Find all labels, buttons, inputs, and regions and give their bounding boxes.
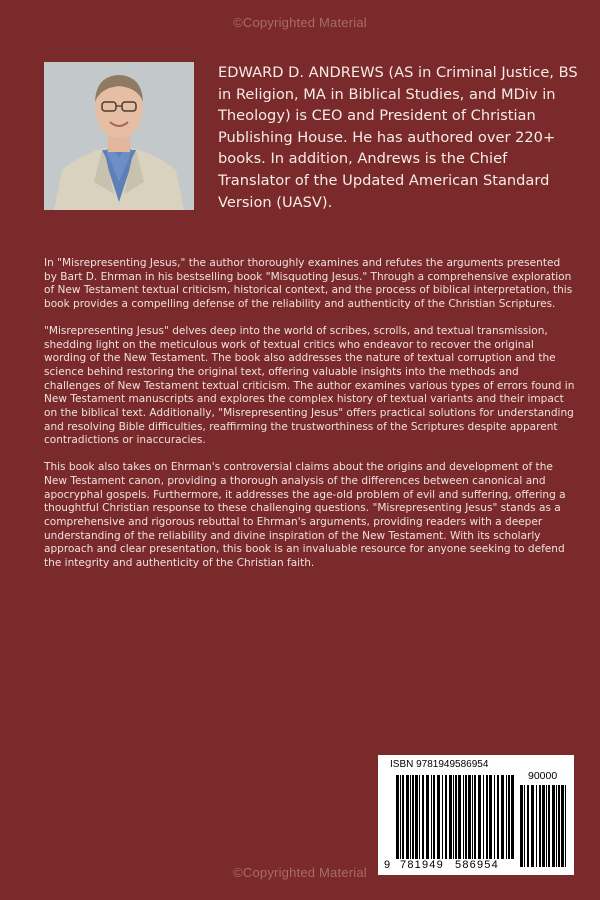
barcode-bar [552, 785, 555, 867]
barcode-bar [412, 775, 414, 859]
price-addon-code: 90000 [528, 770, 558, 782]
barcode-bar [472, 775, 473, 859]
barcode-bar [402, 775, 404, 859]
barcode-bar [410, 775, 411, 859]
book-description [44, 257, 576, 584]
barcode-bar [506, 775, 507, 859]
barcode-digit-lead: 9 [384, 859, 392, 871]
barcode-bar [445, 775, 447, 859]
barcode-bar [531, 785, 534, 867]
copyright-watermark-bottom: ©Copyrighted Material [233, 865, 367, 880]
barcode-bar [406, 775, 409, 859]
barcode-bar [546, 785, 547, 867]
barcode-bar [556, 785, 557, 867]
barcode-bar [458, 775, 461, 859]
barcode-bar [561, 785, 564, 867]
barcode-digits-right: 586954 [455, 859, 499, 871]
barcode-bar [497, 775, 499, 859]
barcode-bar [465, 775, 467, 859]
description-paragraph: This book also takes on Ehrman's controversial claims about the origins and development of the New Testament canon, providing a thorough analysis of the differences between canonical and apocryphal gospels. Furthermore, it addresses the age-old problem of evil and suffering, offering a thoughtful Christian response to these challenging questions. "Misrepresenting Jesus" stands as a comprehensive and rigorous rebuttal to Ehrman's arguments, providing readers with a deeper understanding of the reliability and divine inspiration of the New Testament. With its scholarly approach and clear presentation, this book is an invaluable resource for anyone seeking to defend the integrity and authenticity of the Christian faith. [44, 461, 566, 570]
isbn-label: ISBN 9781949586954 [390, 759, 489, 770]
barcode-bar [520, 785, 523, 867]
barcode-bar [442, 775, 443, 859]
barcode-bar [524, 785, 525, 867]
barcode-bar [453, 775, 454, 859]
barcode-bar [396, 775, 399, 859]
barcode-bar [431, 775, 432, 859]
barcode-bar [489, 775, 492, 859]
barcode-digits-left: 781949 [400, 859, 444, 871]
barcode-bar [415, 775, 418, 859]
description-paragraph: "Misrepresenting Jesus" delves deep into the world of scribes, scrolls, and textual transmission, shedding light on the meticulous work of textual critics who endeavor to recover the original wording of the New Testament. The book also addresses the nature of textual corruption and the science behind restoring the original text, offering valuable insights into the methods and challenges of New Testament textual criticism. The author examines various types of errors found in New Testament manuscripts and explores the complex history of textual variants and their impact on the biblical text. Additionally, "Misrepresenting Jesus" offers practical solutions for understanding and resolving Bible difficulties, reaffirming the trustworthiness of the Scriptures despite apparent contradictions or inaccuracies. [44, 324, 575, 447]
barcode-bar [419, 775, 420, 859]
isbn-barcode [378, 755, 574, 875]
barcode-bar [463, 775, 464, 859]
author-photo [44, 62, 194, 210]
barcode-bar [527, 785, 529, 867]
barcode-bar [511, 775, 514, 859]
description-paragraph: In "Misrepresenting Jesus," the author thoroughly examines and refutes the arguments presented by Bart D. Ehrman in his bestselling book "Misquoting Jesus." Through a comprehensive exploration of New Testament textual criticism, historical context, and the process of biblical interpretation, this book provides a compelling defense of the reliability and authenticity of the Christian Scriptures. [44, 257, 573, 311]
barcode-bar [433, 775, 435, 859]
barcode-bar [426, 775, 429, 859]
author-portrait-image [44, 62, 194, 210]
barcode-bar [474, 775, 476, 859]
barcode-bar [486, 775, 488, 859]
barcode-bar [468, 775, 471, 859]
barcode-bar [501, 775, 504, 859]
barcode-bar [449, 775, 452, 859]
barcode-bar [548, 785, 550, 867]
barcode-bar [455, 775, 457, 859]
barcode-bar [565, 785, 566, 867]
barcode-bar [478, 775, 481, 859]
barcode-bar [536, 785, 537, 867]
barcode-bar [508, 775, 510, 859]
barcode-bar [400, 775, 401, 859]
barcode-bar [437, 775, 440, 859]
copyright-watermark-top: ©Copyrighted Material [233, 15, 367, 30]
barcode-bar [558, 785, 560, 867]
barcode-bar [483, 775, 484, 859]
barcode-bar [494, 775, 495, 859]
barcode-bar [539, 785, 541, 867]
barcode-bar [542, 785, 545, 867]
author-bio: EDWARD D. ANDREWS (AS in Criminal Justice, BS in Religion, MA in Biblical Studies, and MDiv in Theology) is CEO and President of Christian Publishing House. He has authored over 220+ books. In addition, Andrews is the Chief Translator of the Updated American Standard Version (UASV). [218, 64, 578, 211]
barcode-bar [422, 775, 424, 859]
